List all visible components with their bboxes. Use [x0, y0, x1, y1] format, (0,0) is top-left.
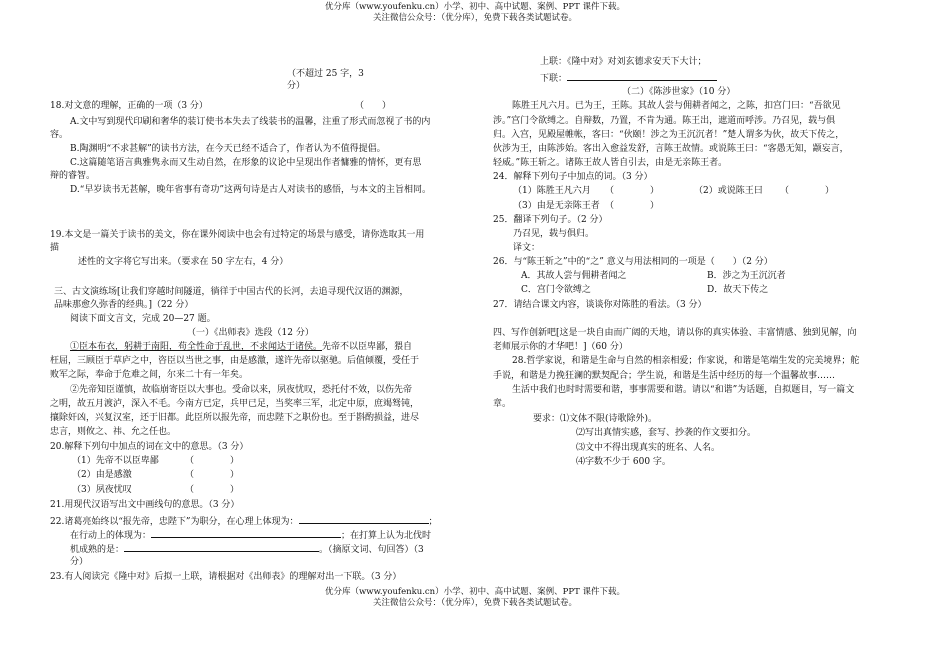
- q24-stem: 24．解释下列句子中加点的词。（3 分）: [493, 172, 653, 182]
- passage1-line-3: 败军之际，奉命于危难之间，尔来二十有一年矣。: [50, 370, 249, 380]
- q20-item-3: （3）夙夜忧叹: [72, 485, 132, 495]
- passage2-line-2: 之明，故五月渡泸，深入不毛。今南方已定，兵甲已足，当奖率三军，北定中原，庶竭驽钝，: [50, 399, 420, 409]
- q27-stem: 27．请结合课文内容，谈谈你对陈胜的看法。（3 分）: [493, 300, 707, 310]
- q20-item-1-paren: （ ）: [185, 456, 240, 466]
- sub-title-chenshe: （二）《陈涉世家》（10 分）: [622, 87, 736, 97]
- section4-intro-1: 四、写作创新吧[这是一块自由而广阔的天地，请以你的真实体验、丰富情感、独到见解，向: [493, 328, 857, 338]
- q24-item-2: （2）或说陈王曰: [694, 186, 763, 196]
- q20-item-1: （1）先帝不以臣卑鄙: [72, 456, 159, 466]
- limit-note-b: 分）: [287, 81, 306, 91]
- couplet-lower-label: 下联：: [540, 74, 568, 84]
- q26-option-b: B．涉之为王沉沉者: [707, 271, 786, 281]
- passage2-line-1: ②先帝知臣谨慎，故临崩寄臣以大事也。受命以来，夙夜忧叹，恐托付不效，以伤先帝: [70, 385, 413, 395]
- q24-item-2-paren: （ ）: [780, 186, 835, 196]
- footer-line-1: 优分库（www.youfenku.cn）小学、初中、高中试题、案例、PPT 课件下载。: [325, 587, 625, 597]
- q18-option-c-1: C.这篇随笔语言典雅隽永而又生动自然，在形象的议论中呈现出作者慵雅的情怀，更有思: [70, 158, 422, 168]
- q22-line-3: [70, 542, 424, 556]
- writing-requirement-1: 要求：⑴文体不限(诗歌除外)。: [533, 414, 658, 424]
- q19-line-3: 述性的文字将它写出来。（要求在 50 字左右，4 分）: [78, 257, 289, 267]
- passage1-line-1: [70, 341, 412, 353]
- q24-item-1: （1）陈胜王凡六月: [513, 186, 591, 196]
- footer-line-2: 关注微信公众号：（优分库），免费下载各类试题试卷。: [372, 597, 577, 608]
- section4-intro-2: 老师展示你的才华吧！]（60 分）: [493, 342, 628, 352]
- q24-item-3: （3）由是无亲陈王者: [513, 201, 600, 211]
- underlined-sentence: ①臣本布衣，躬耕于南阳，苟全性命于乱世，不求闻达于诸侯。: [70, 342, 323, 352]
- q18-stem: 18.对文意的理解，正确的一项（3 分）: [50, 101, 208, 111]
- q26-option-d: D．故天下传之: [707, 285, 769, 295]
- q18-option-a-2: 容。: [50, 130, 69, 140]
- q18-option-d: D.“早岁读书无甚解，晚年省事有奇功”这两句诗是古人对读书的感悟，与本文的主旨相同。: [70, 185, 431, 195]
- q25-stem: 25．翻译下列句子。（2 分）: [493, 215, 608, 225]
- q28-line-2: 手说，和谐是力挽狂澜的默契配合；学生说，和谐是生活中经历的每一个温馨故事……: [493, 371, 836, 381]
- q24-item-1-paren: （ ）: [605, 186, 660, 196]
- passage1-line-2: 枉屈，三顾臣于草庐之中，咨臣以当世之事，由是感激，遂许先帝以驱驰。后值倾覆，受任于: [50, 356, 420, 366]
- passage-chenshe-1: 陈胜王凡六月。已为王，王陈。其故人尝与佣耕者闻之，之陈，扣宫门曰：“吾欲见: [512, 101, 841, 111]
- passage-chenshe-2: 涉。”宫门令欲缚之。自辩数，乃置，不肯为通。陈王出，遮道而呼涉。乃召见，载与俱: [493, 116, 836, 126]
- section3-intro-2: 品味那愈久弥香的经典。]（22 分）: [54, 300, 194, 310]
- q21-stem: 21.用现代汉语写出文中画线句的意思。（3 分）: [50, 500, 240, 510]
- q24-item-3-paren: （ ）: [605, 201, 660, 211]
- q19-line-2: 描: [50, 243, 60, 253]
- section3-intro-1: 三、古文演练场[让我们穿越时间隧道，徜徉于中国古代的长河，去追寻现代汉语的渊源，: [54, 287, 409, 297]
- q22-action-prompt: 在行动上的体现为：: [70, 531, 152, 541]
- q20-stem: 20.解释下列句中加点的词在文中的意思。（3 分）: [50, 442, 249, 452]
- q20-item-3-paren: （ ）: [185, 485, 240, 495]
- writing-requirement-3: ⑶文中不得出现真实的班名、人名。: [576, 443, 721, 453]
- q22-line-1: 22.诸葛亮始终以“报先帝，忠陛下”为职分，在心理上体现为： ；: [50, 514, 438, 528]
- couplet-upper: 上联：《隆中对》对刘玄德求安天下大计；: [540, 57, 707, 67]
- answer-blank[interactable]: [124, 542, 319, 552]
- q22-line-2: [70, 528, 431, 542]
- passage2-line-3: 攘除奸凶，兴复汉室，还于旧都。此臣所以报先帝，而忠陛下之职份也。至于斟酌损益，进尽: [50, 413, 420, 423]
- q26-option-a: A．其故人尝与佣耕者闻之: [521, 271, 627, 281]
- q22-timing-prompt: 机成熟的是：: [70, 545, 125, 555]
- q18-option-a-1: A.文中写到现代印刷和奢华的装订使书本失去了线装书的温馨，注重了形式而忽视了书的内: [70, 117, 431, 127]
- passage2-line-4: 忠言，则攸之、祎、允之任也。: [50, 427, 177, 437]
- q26-stem: 26．与“陈王斩之”中的“之” 意义与用法相同的一项是（ ）（2 分）: [493, 257, 773, 267]
- q25-sentence: 乃召见，载与俱归。: [513, 229, 595, 239]
- answer-blank[interactable]: [567, 71, 717, 81]
- page-header: [0, 2, 950, 23]
- q22-line-4: 分）: [70, 557, 89, 567]
- q25-translation-label: 译文：: [513, 243, 541, 253]
- q26-option-c: C．宫门令欲缚之: [521, 285, 591, 295]
- writing-requirement-2: ⑵写出真情实感，套写、抄袭的作文要扣分。: [576, 428, 757, 438]
- q22-note: 。（摘原文词、句回答）（3: [319, 545, 424, 555]
- limit-note-a: （不超过 25 字，3: [287, 69, 364, 79]
- q28-line-4: 章。: [493, 399, 512, 409]
- answer-blank[interactable]: [151, 528, 341, 538]
- sub-title-chushibiao: （一）《出师表》选段（12 分）: [187, 328, 314, 338]
- answer-blank[interactable]: [299, 514, 429, 524]
- q20-item-2-paren: （ ）: [185, 470, 240, 480]
- q28-line-1: 28.哲学家说，和谐是生命与自然的相亲相爱；作家说，和谐是笔端生发的完美境界；舵: [512, 356, 860, 366]
- q18-option-b: B.陶渊明“不求甚解”的读书方法，在今天已经不适合了，作者认为不值得提倡。: [70, 144, 386, 154]
- q18-option-c-2: 辩的睿智。: [50, 171, 96, 181]
- q28-line-3: 生活中我们也时时需要和谐，事事需要和谐。请以“和谐”为话题，自拟题目，写一篇文: [512, 385, 855, 395]
- section3-instruction: 阅读下面文言文，完成 20—27 题。: [70, 314, 216, 324]
- q20-item-2: （2）由是感激: [72, 470, 132, 480]
- header-line-1: 优分库（www.youfenku.cn）小学、初中、高中试题、案例、PPT 课件下载。: [325, 2, 625, 12]
- q22-plan-prompt: ；在打算上认为北伐时: [341, 531, 432, 541]
- page-footer: [0, 587, 950, 608]
- passage-chenshe-3: 归。入宫，见殿屋帷帐，客曰：“伙颐！涉之为王沉沉者！”楚人谓多为伙，故天下传之，: [493, 130, 845, 140]
- writing-requirement-4: ⑷字数不少于 600 字。: [576, 457, 671, 467]
- q18-answer-paren: （ ）: [355, 101, 392, 111]
- passage-chenshe-4: 伙涉为王，由陈涉始。客出入愈益发舒，言陈王故情。或说陈王曰：“客愚无知，颛妄言，: [493, 144, 849, 154]
- header-line-2: 关注微信公众号：（优分库），免费下载各类试题试卷。: [372, 12, 577, 23]
- couplet-lower: [540, 71, 717, 85]
- q19-line-1: 19.本文是一篇关于读书的美文，你在课外阅读中也会有过特定的场景与感受，请你选取其一用: [50, 230, 425, 240]
- passage1-line-1-rest: 先帝不以臣卑鄙，猥自: [322, 342, 413, 352]
- q22-prompt: 22.诸葛亮始终以“报先帝，忠陛下”为职分，在心理上体现为：: [50, 517, 299, 527]
- q23-stem: 23.有人阅读完《隆中对》后拟一上联，请根据对《出师表》的理解对出一下联。（3 分）: [50, 572, 402, 582]
- passage-chenshe-5: 轻威。”陈王斩之。诸陈王故人皆自引去，由是无亲陈王者。: [493, 158, 728, 168]
